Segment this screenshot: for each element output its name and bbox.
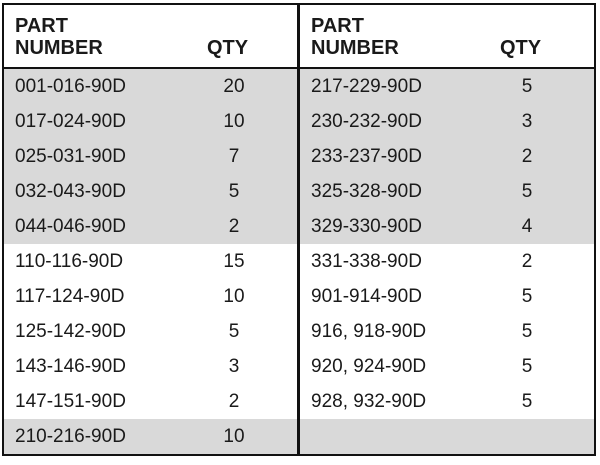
qty-cell: 5	[521, 321, 533, 342]
part-number-cell: 125-142-90D	[15, 321, 126, 342]
part-number-cell: 110-116-90D	[15, 251, 124, 272]
table-row	[300, 209, 594, 244]
qty-cell: 5	[521, 286, 533, 307]
part-number-header	[15, 15, 103, 59]
table-row	[4, 384, 297, 419]
part-number-cell: 025-031-90D	[15, 146, 126, 167]
qty-cell: 20	[223, 76, 245, 97]
qty-cell: 4	[521, 216, 533, 237]
qty-cell: 15	[223, 251, 245, 272]
part-number-cell: 001-016-90D	[15, 76, 126, 97]
qty-cell: 10	[223, 111, 245, 132]
part-number-cell: 329-330-90D	[311, 216, 422, 237]
qty-cell: 5	[228, 181, 240, 202]
table-row	[300, 384, 594, 419]
table-row	[300, 419, 594, 454]
table-row	[300, 139, 594, 174]
part-number-cell: 928, 932-90D	[311, 391, 427, 412]
table-row	[4, 349, 297, 384]
part-header-line1: PART	[15, 15, 68, 37]
table-row	[4, 104, 297, 139]
qty-cell: 7	[228, 146, 240, 167]
part-number-cell: 325-328-90D	[311, 181, 422, 202]
part-number-cell: 916, 918-90D	[311, 321, 427, 342]
table-row	[4, 174, 297, 209]
part-header-line1: PART	[311, 15, 364, 37]
qty-header: QTY	[500, 37, 542, 59]
qty-cell: 2	[521, 146, 533, 167]
part-number-cell: 147-151-90D	[15, 391, 126, 412]
table-row	[4, 139, 297, 174]
part-number-cell: 331-338-90D	[311, 251, 422, 272]
part-number-cell: 143-146-90D	[15, 356, 126, 377]
qty-cell: 2	[228, 216, 240, 237]
qty-cell: 5	[521, 76, 533, 97]
part-number-cell: 210-216-90D	[15, 426, 126, 447]
table-right-half	[300, 5, 594, 454]
part-number-cell: 230-232-90D	[311, 111, 422, 132]
qty-cell: 5	[228, 321, 240, 342]
table-row	[300, 349, 594, 384]
part-number-cell: 920, 924-90D	[311, 356, 427, 377]
table-row	[4, 209, 297, 244]
part-number-cell: 217-229-90D	[311, 76, 422, 97]
qty-cell: 10	[223, 426, 245, 447]
table-row	[4, 314, 297, 349]
table-left-half	[4, 5, 300, 454]
qty-header: QTY	[207, 37, 249, 59]
qty-cell: 2	[228, 391, 240, 412]
part-number-header	[311, 15, 399, 59]
table-row	[300, 279, 594, 314]
qty-cell: 5	[521, 356, 533, 377]
table-header-right	[300, 5, 594, 69]
part-number-cell: 032-043-90D	[15, 181, 126, 202]
table-row	[300, 174, 594, 209]
parts-table	[2, 3, 596, 456]
table-row	[300, 244, 594, 279]
qty-cell: 3	[228, 356, 240, 377]
table-body-right	[300, 69, 594, 454]
table-header-left	[4, 5, 297, 69]
part-number-cell: 044-046-90D	[15, 216, 126, 237]
table-row	[300, 104, 594, 139]
qty-cell: 5	[521, 181, 533, 202]
table-body-left	[4, 69, 297, 454]
qty-cell: 10	[223, 286, 245, 307]
table-row	[300, 314, 594, 349]
part-number-cell: 117-124-90D	[15, 286, 125, 307]
part-header-line2: NUMBER	[311, 37, 399, 59]
qty-cell: 5	[521, 391, 533, 412]
table-row	[300, 69, 594, 104]
part-number-cell: 901-914-90D	[311, 286, 422, 307]
part-number-cell: 017-024-90D	[15, 111, 126, 132]
table-row	[4, 69, 297, 104]
part-header-line2: NUMBER	[15, 37, 103, 59]
part-number-cell: 233-237-90D	[311, 146, 422, 167]
table-row	[4, 419, 297, 454]
table-row	[4, 244, 297, 279]
table-row	[4, 279, 297, 314]
qty-cell: 2	[521, 251, 533, 272]
qty-cell: 3	[521, 111, 533, 132]
